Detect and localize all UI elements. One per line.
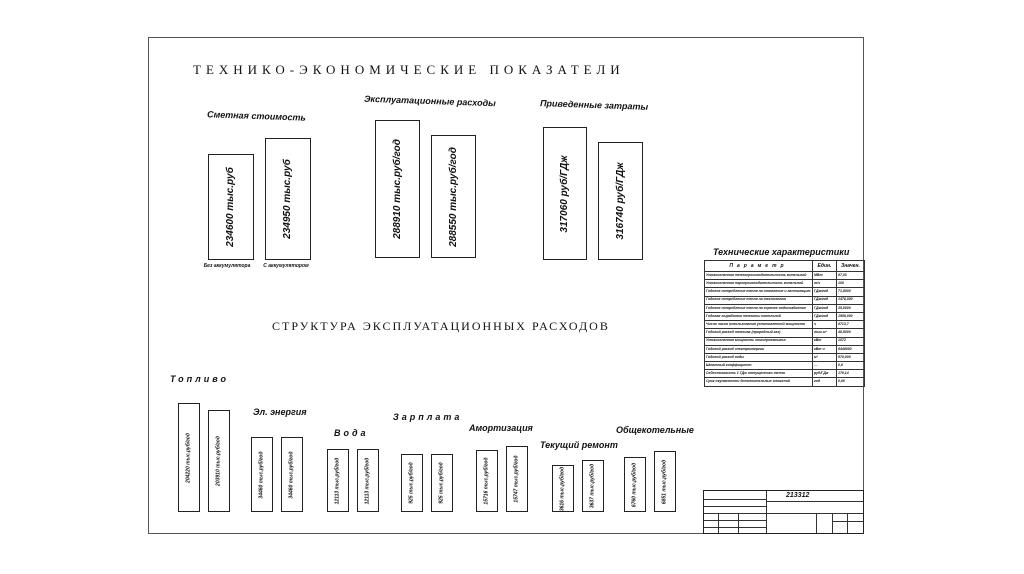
title-block	[703, 490, 864, 534]
tech-cell-value: 100	[837, 280, 865, 288]
group-title-voda: Вода	[334, 428, 369, 438]
bar-smet-2	[265, 138, 311, 260]
group-title-elenerg: Эл. энергия	[253, 407, 307, 417]
group-title-smet: Сметная стоимость	[206, 109, 306, 123]
tech-row	[705, 329, 865, 337]
tech-cell-unit: год	[813, 378, 837, 386]
bar-label: 34460 тыс.руб/год	[288, 450, 295, 499]
tech-row	[705, 370, 865, 378]
bar-label: 234950 тыс.руб	[282, 159, 293, 239]
tech-cell-unit: кВт·ч	[813, 345, 837, 353]
bar-label: 925 тыс.руб/год	[438, 462, 445, 504]
bar-smet-1	[208, 154, 254, 260]
tech-cell-value: 6713,7	[837, 321, 865, 329]
tech-row	[705, 353, 865, 361]
tech-cell-unit: ч	[813, 321, 837, 329]
tech-body	[705, 272, 865, 387]
bar-amort-1	[476, 450, 498, 512]
tech-row	[705, 272, 865, 280]
bar-toplivo-2	[208, 410, 230, 512]
tech-cell-unit: ГДж/год	[813, 304, 837, 312]
tech-row	[705, 362, 865, 370]
tech-header-unit: Един.	[813, 261, 837, 272]
bar-zarplata-1	[401, 454, 423, 512]
tech-cell-param: Годовой расход электроэнергии	[705, 345, 813, 353]
bar-label: 12113 тыс.руб/год	[334, 457, 341, 504]
bar-label: 316740 руб/ГДж	[614, 162, 626, 240]
tech-row	[705, 280, 865, 288]
tech-row	[705, 304, 865, 312]
group-title-amort: Амортизация	[469, 423, 533, 433]
stamp-line	[704, 506, 766, 507]
tech-cell-param: Установленная паропроизводительность котельной	[705, 280, 813, 288]
structure-title: СТРУКТУРА ЭКСПЛУАТАЦИОННЫХ РАСХОДОВ	[272, 319, 610, 333]
bar-label: 925 тыс.руб/год	[408, 462, 415, 504]
page-title: ТЕХНИКО-ЭКОНОМИЧЕСКИЕ ПОКАЗАТЕЛИ	[193, 62, 625, 77]
tech-cell-unit: —	[813, 362, 837, 370]
tech-cell-unit: ГДж/год	[813, 312, 837, 320]
bar-label: 12113 тыс.руб/год	[364, 457, 371, 504]
tech-row	[705, 337, 865, 345]
tech-header-row	[705, 261, 865, 272]
bar-voda-2	[357, 449, 379, 512]
tech-cell-param: Годовой расход топлива (природный газ)	[705, 329, 813, 337]
bar-label: 204220 тыс.руб/год	[185, 432, 192, 483]
tech-cell-param: Число часов использования установленной мощности	[705, 321, 813, 329]
tech-cell-param: Годовое потребление тепла на горячее водоснабжение	[705, 304, 813, 312]
tech-header-value: Значен.	[837, 261, 865, 272]
group-title-toplivo: Топливо	[170, 374, 229, 384]
stamp-line	[738, 513, 739, 533]
tech-cell-value: 67,03	[837, 272, 865, 280]
stamp-line	[766, 491, 767, 533]
tech-cell-value: 0,60	[837, 378, 865, 386]
tech-cell-param: Годовое потребление тепла на технологию	[705, 296, 813, 304]
bar-label: 317060 руб/ГДж	[559, 154, 570, 233]
stamp-line	[704, 513, 766, 514]
stamp-line	[816, 513, 817, 533]
tech-cell-unit: кВт	[813, 337, 837, 345]
tech-cell-value: 6446000	[837, 345, 865, 353]
tech-row	[705, 378, 865, 386]
tech-cell-value: 179,14	[837, 370, 865, 378]
bar-amort-2	[506, 446, 528, 512]
group-title-priv: Приведенные затраты	[539, 98, 649, 112]
stamp-line	[766, 513, 863, 514]
tech-cell-value: 1072	[837, 337, 865, 345]
stamp-line	[718, 513, 719, 533]
tech-cell-value: 1478,000	[837, 296, 865, 304]
bar-label: 15716 тыс.руб/год	[483, 457, 490, 505]
group-title-zarplata: Зарплата	[393, 412, 463, 422]
tech-cell-param: Штатный коэффициент	[705, 362, 813, 370]
bar-label: 15747 тыс.руб/год	[513, 455, 520, 503]
tech-cell-value: 1956,000	[837, 312, 865, 320]
bar-label: 288910 тыс.руб/год	[391, 139, 403, 239]
bar-zarplata-2	[431, 454, 453, 512]
bar-elenerg-1	[251, 437, 273, 512]
tech-title: Технические характеристики	[713, 247, 850, 257]
tech-cell-unit: руб/ГДж	[813, 370, 837, 378]
tech-row	[705, 321, 865, 329]
tech-row	[705, 288, 865, 296]
bar-elenerg-2	[281, 437, 303, 512]
group-title-remont: Текущий ремонт	[540, 440, 618, 450]
bar-expl-2	[431, 135, 476, 258]
bar-label: 203910 тыс.руб/год	[215, 436, 222, 486]
tech-cell-unit: тыс.м³	[813, 329, 837, 337]
tech-cell-param: Срок окупаемости дополнительных вложений	[705, 378, 813, 386]
tech-cell-value: 48,5000	[837, 329, 865, 337]
bar-remont-1	[552, 465, 574, 512]
stamp-line	[847, 513, 848, 533]
tech-row	[705, 345, 865, 353]
tech-cell-param: Себестоимость 1 ГДж отпущенного тепла	[705, 370, 813, 378]
bar-obsh-1	[624, 457, 646, 512]
tech-cell-value: 570,000	[837, 353, 865, 361]
tech-cell-unit: ГДж/год	[813, 296, 837, 304]
tech-cell-param: Годовой расход воды	[705, 353, 813, 361]
tech-cell-unit: т/ч	[813, 280, 837, 288]
bar-label: 6851 тыс.руб/год	[661, 459, 668, 504]
bar-label: 34460 тыс.руб/год	[258, 450, 265, 499]
bar-label: 3637 тыс.руб/год	[589, 463, 596, 509]
bar-obsh-2	[654, 451, 676, 512]
tech-cell-unit: ГДж/год	[813, 288, 837, 296]
tech-cell-param: Годовая выработка теплоты котельной	[705, 312, 813, 320]
stamp-line	[704, 520, 766, 521]
bar-toplivo-1	[178, 403, 200, 512]
tech-cell-param: Установленная теплопроизводительность котельной	[705, 272, 813, 280]
bar-label: 234600 тыс.руб	[225, 167, 236, 247]
tech-cell-param: Годовое потребление тепла на отопление и вентиляцию	[705, 288, 813, 296]
tech-cell-value: 35,0000	[837, 304, 865, 312]
tech-cell-unit: м³	[813, 353, 837, 361]
tech-table	[704, 260, 865, 387]
stamp-line	[704, 527, 766, 528]
bar-voda-1	[327, 449, 349, 512]
bar-label: 288550 тыс.руб/год	[447, 146, 459, 247]
tech-cell-unit: МВт	[813, 272, 837, 280]
tech-cell-value: 71,8000	[837, 288, 865, 296]
stamp-line	[832, 513, 833, 533]
stamp-line	[704, 499, 766, 500]
stamp-line	[766, 501, 863, 502]
group-title-obsh: Общекотельные	[616, 425, 694, 435]
tech-header-param: Параметр	[705, 261, 813, 272]
bar-remont-2	[582, 460, 604, 512]
tech-cell-value: 0,6	[837, 362, 865, 370]
tech-cell-param: Установленная мощность токоприемников	[705, 337, 813, 345]
caption-smet-1: Без аккумулятора	[203, 263, 251, 269]
bar-label: 3616 тыс.руб/год	[559, 466, 566, 511]
tech-row	[705, 312, 865, 320]
bar-expl-1	[375, 120, 420, 258]
group-title-expl: Эксплуатационные расходы	[363, 93, 496, 109]
tech-row	[705, 296, 865, 304]
bar-priv-1	[543, 127, 587, 260]
bar-priv-2	[598, 142, 643, 260]
bar-label: 6760 тыс.руб/год	[631, 462, 638, 507]
caption-smet-2: С аккумулятором	[263, 263, 309, 269]
drawing-code: 213312	[786, 492, 810, 499]
